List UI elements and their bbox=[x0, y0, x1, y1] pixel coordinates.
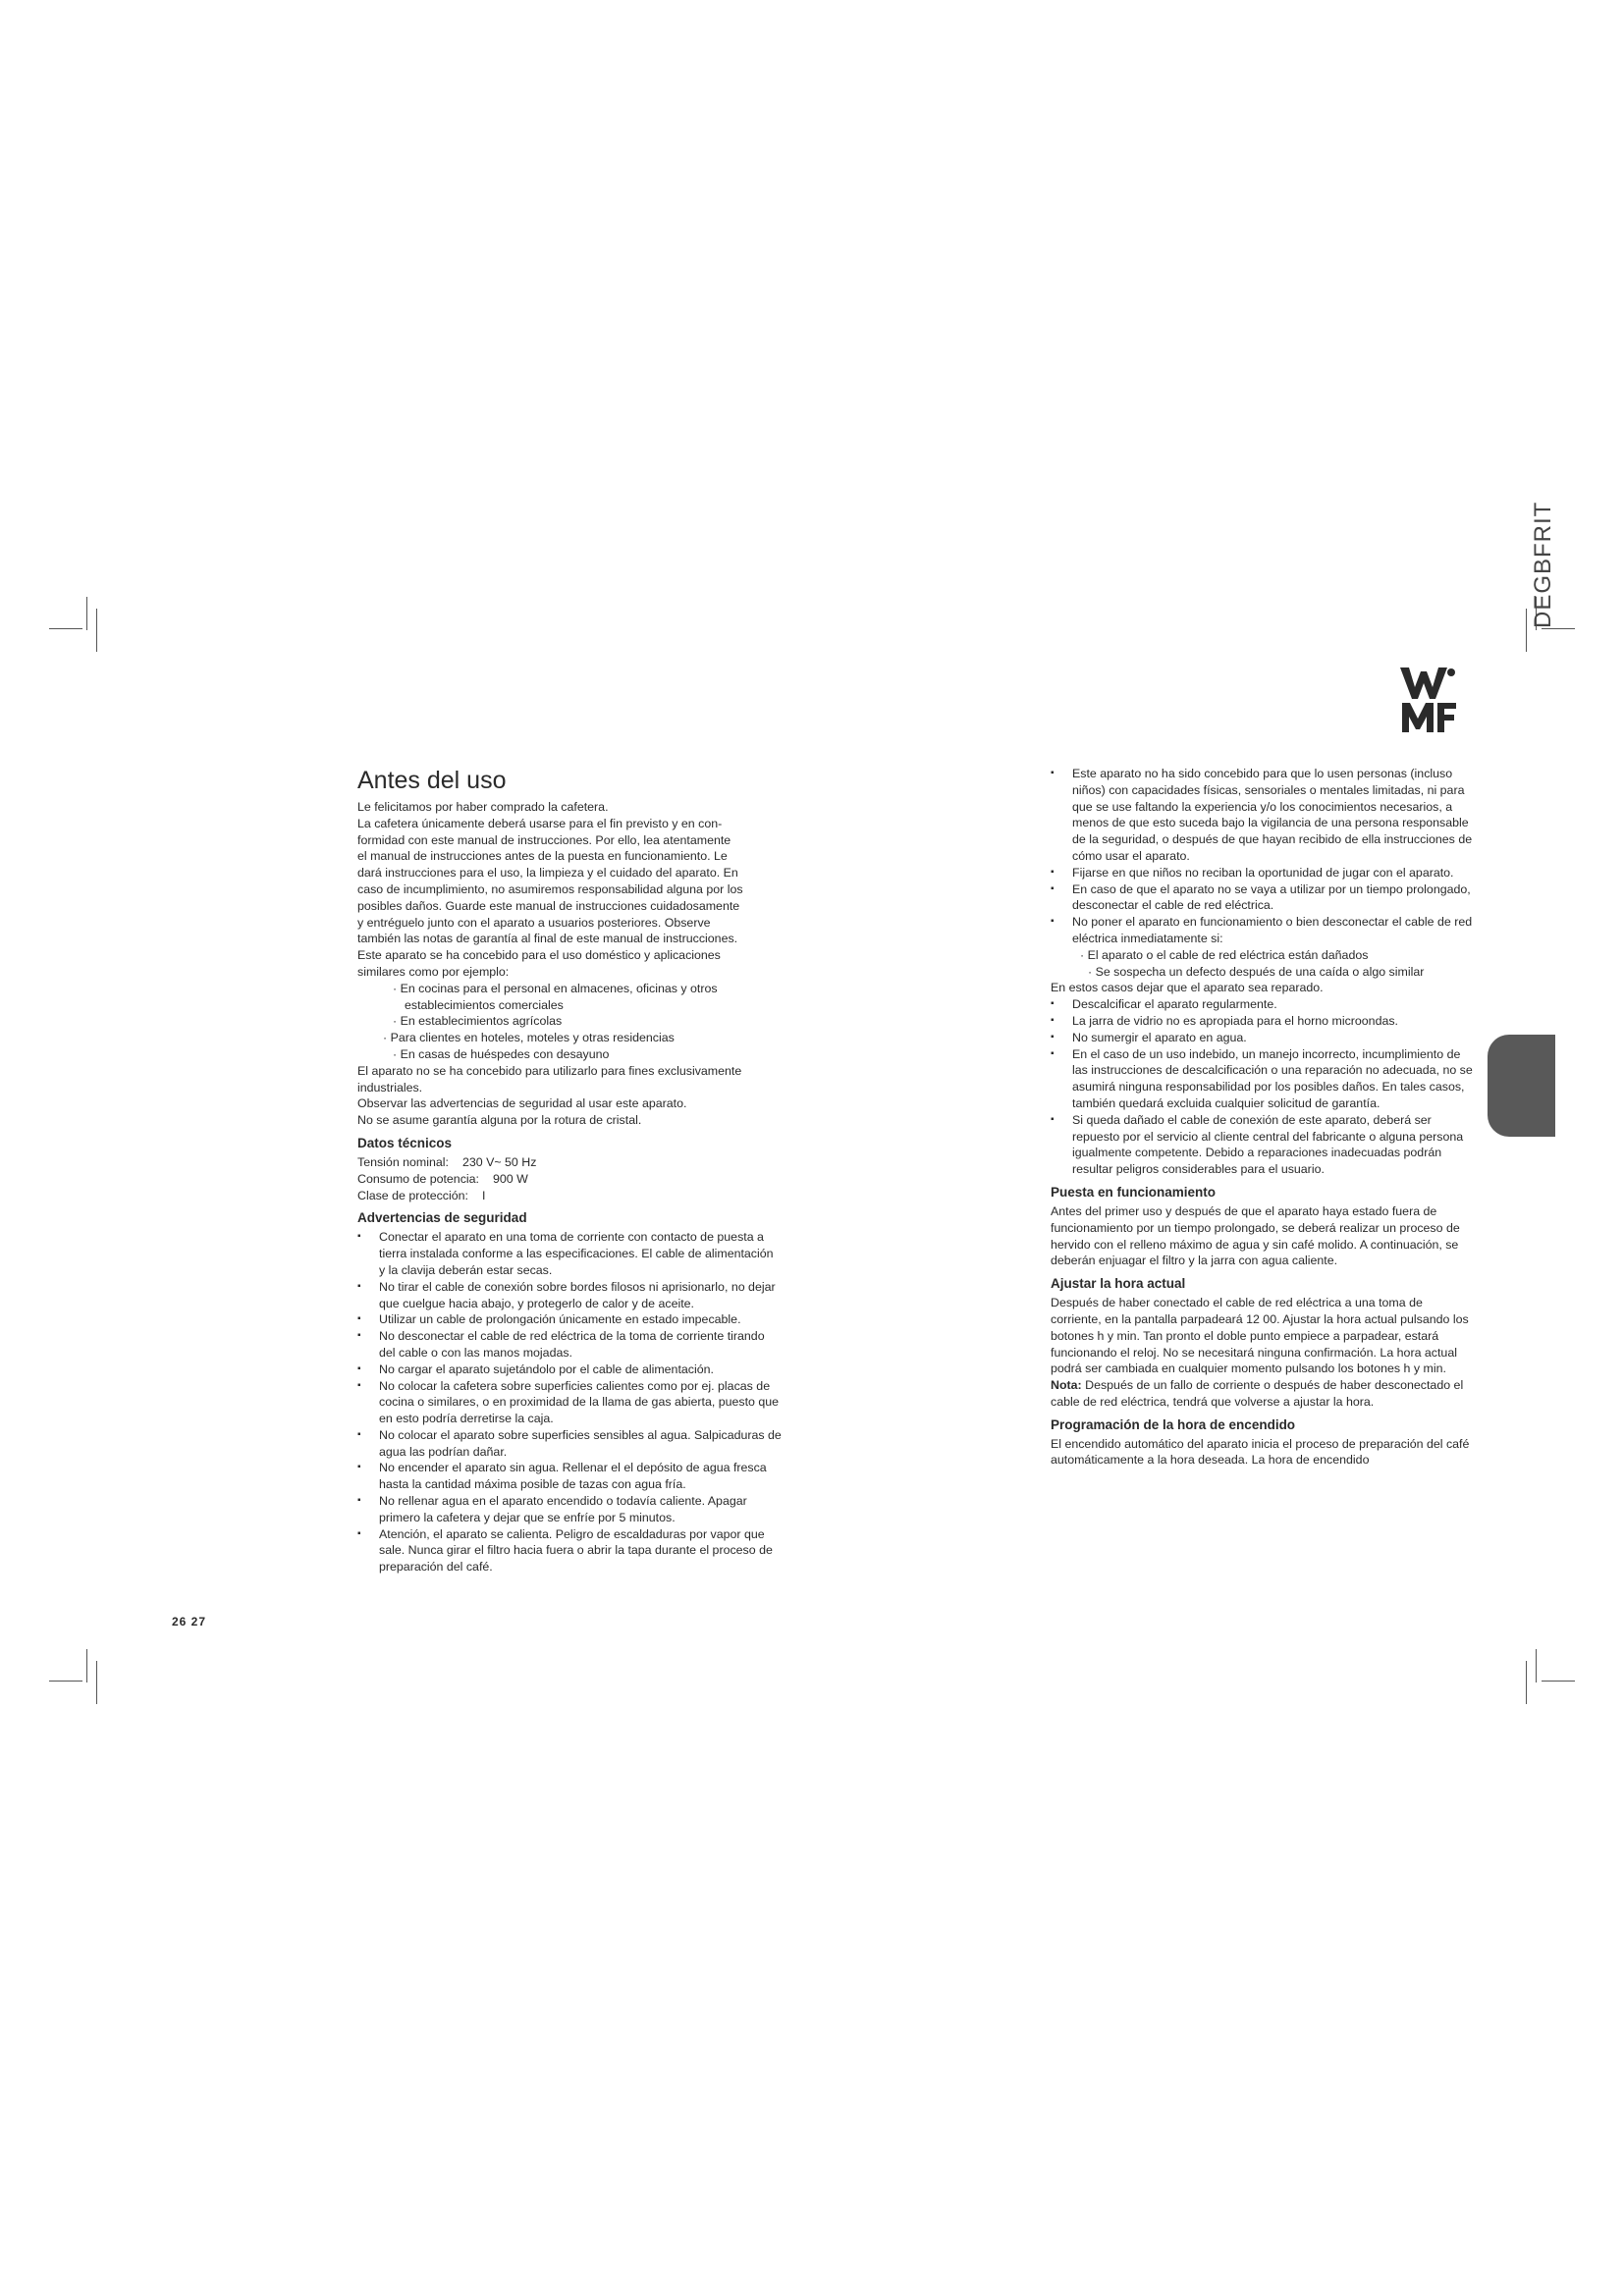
spec-value: I bbox=[481, 1188, 486, 1202]
safety-heading: Advertencias de seguridad bbox=[357, 1210, 527, 1226]
safety-item: ▪ Fijarse en que niños no reciban la oportunidad de jugar con el aparato. bbox=[1051, 865, 1473, 881]
program-heading: Programación de la hora de encendido bbox=[1051, 1416, 1296, 1432]
repair-note: En estos casos dejar que el aparato sea reparado. bbox=[1051, 981, 1324, 995]
maintenance-list bbox=[1051, 996, 1473, 1178]
intro-line: y entréguelo junto con el aparato a usuarios posteriores. Observe bbox=[357, 915, 711, 930]
section-tab-marker bbox=[1488, 1035, 1555, 1137]
startup-text: Antes del primer uso y después de que el aparato haya estado fuera de funcionamiento por un tiempo prolongado, se deberá realizar un proceso de hervido con el relleno máximo de agua y sin café molido. A continuación, se deberán enjuagar el filtro y la jarra con agua caliente. bbox=[1051, 1203, 1460, 1268]
example-item: establecimientos comerciales bbox=[405, 997, 564, 1012]
clock-heading: Ajustar la hora actual bbox=[1051, 1276, 1186, 1292]
intro-line: Este aparato se ha concebido para el uso doméstico y aplicaciones bbox=[357, 948, 721, 963]
tech-data-heading: Datos técnicos bbox=[357, 1135, 453, 1150]
note-text: Después de un fallo de corriente o después de haber desconectado el cable de red eléctrica, tendrá que volverse a ajustar la hora. bbox=[1051, 1378, 1464, 1409]
intro-line: dará instrucciones para el uso, la limpieza y el cuidado del aparato. En bbox=[357, 866, 738, 881]
crop-mark bbox=[49, 1681, 82, 1682]
intro-line: posibles daños. Guarde este manual de instrucciones cuidadosamente bbox=[357, 898, 740, 913]
crop-mark bbox=[1526, 609, 1527, 652]
safety-item: ▪ No encender el aparato sin agua. Rellenar el el depósito de agua fresca hasta la cantidad máxima posible de tazas con agua fría. bbox=[357, 1460, 782, 1493]
example-item: · Para clientes en hoteles, moteles y otras residencias bbox=[383, 1031, 675, 1045]
page-title: Antes del uso bbox=[357, 767, 507, 794]
condition-item: · Se sospecha un defecto después de una caída o algo similar bbox=[1088, 964, 1425, 979]
example-item: · En casas de huéspedes con desayuno bbox=[393, 1046, 610, 1061]
note-paragraph bbox=[1051, 1377, 1473, 1411]
crop-mark bbox=[1536, 1649, 1537, 1682]
maintenance-item: ▪ La jarra de vidrio no es apropiada para el horno microondas. bbox=[1051, 1013, 1473, 1030]
spec-row bbox=[357, 1171, 782, 1188]
maintenance-item: ▪ Descalcificar el aparato regularmente. bbox=[1051, 996, 1473, 1013]
crop-mark bbox=[49, 628, 82, 629]
page-number: 26 27 bbox=[172, 1615, 207, 1629]
safety-item: ▪ Utilizar un cable de prolongación únicamente en estado impecable. bbox=[357, 1311, 782, 1328]
safety-item: ▪ En caso de que el aparato no se vaya a utilizar por un tiempo prolongado, desconectar el cable de red eléctrica. bbox=[1051, 881, 1473, 915]
example-item: · En establecimientos agrícolas bbox=[393, 1014, 563, 1029]
spec-label: Tensión nominal: bbox=[357, 1154, 449, 1169]
safety-item: ▪ Este aparato no ha sido concebido para que lo usen personas (incluso niños) con capacidades físicas, sensoriales o mentales limitadas, ni para que se use faltando la experiencia y/o los conocimientos necesarios, a menos de que esto suceda bajo la vigilancia de una persona responsable de la seguridad, o después de que hayan recibido de ella instrucciones de cómo usar el aparato. bbox=[1051, 766, 1473, 865]
intro-text bbox=[357, 799, 782, 981]
clock-text: Después de haber conectado el cable de red eléctrica a una toma de corriente, en la pantalla parpadeará 12 00. Ajustar la hora actual pulsando los botones h y min. Tan pronto el doble punto empiece a parpadear, estará funcionando el reloj. No se necesitará ninguna confirmación. La hora actual podrá ser cambiada en cualquier momento pulsando los botones h y min. bbox=[1051, 1296, 1469, 1376]
tech-data bbox=[357, 1154, 782, 1203]
safety-item: ▪ Atención, el aparato se calienta. Peligro de escaldaduras por vapor que sale. Nunca girar el filtro hacia fuera o abrir la tapa durante el proceso de preparación del café. bbox=[357, 1526, 782, 1575]
intro-line: también las notas de garantía al final de este manual de instrucciones. bbox=[357, 932, 738, 946]
left-column bbox=[357, 766, 782, 1575]
usage-line: No se asume garantía alguna por la rotura de cristal. bbox=[357, 1113, 642, 1128]
wmf-logo bbox=[1400, 667, 1457, 732]
spec-label: Consumo de potencia: bbox=[357, 1171, 479, 1186]
safety-item: ▪ No poner el aparato en funcionamiento o bien desconectar el cable de red eléctrica inmediatamente si: bbox=[1051, 914, 1473, 947]
maintenance-item: ▪ No sumergir el aparato en agua. bbox=[1051, 1030, 1473, 1046]
usage-line: El aparato no se ha concebido para utilizarlo para fines exclusivamente bbox=[357, 1063, 742, 1078]
safety-list-continued bbox=[1051, 766, 1473, 947]
program-text: El encendido automático del aparato inicia el proceso de preparación del café automáticamente a la hora deseada. La hora de encendido bbox=[1051, 1436, 1470, 1468]
crop-mark bbox=[86, 1649, 87, 1682]
startup-heading: Puesta en funcionamiento bbox=[1051, 1184, 1217, 1200]
intro-line: similares como por ejemplo: bbox=[357, 964, 510, 979]
safety-item: ▪ No rellenar agua en el aparato encendido o todavía caliente. Apagar primero la cafetera y dejar que se enfríe por 5 minutos. bbox=[357, 1493, 782, 1526]
spec-value: 230 V~ 50 Hz bbox=[461, 1154, 537, 1169]
note-label: Nota: bbox=[1051, 1378, 1082, 1393]
intro-line: el manual de instrucciones antes de la puesta en funcionamiento. Le bbox=[357, 849, 728, 864]
spec-value: 900 W bbox=[493, 1171, 528, 1186]
safety-item: ▪ No cargar el aparato sujetándolo por el cable de alimentación. bbox=[357, 1362, 782, 1378]
crop-mark bbox=[1526, 1661, 1527, 1704]
crop-mark bbox=[1542, 1681, 1575, 1682]
right-column bbox=[1051, 766, 1473, 1468]
examples-list bbox=[357, 981, 782, 1063]
safety-item: ▪ No tirar el cable de conexión sobre bordes filosos ni aprisionarlo, no dejar que cuelgue hacia abajo, y protegerlo de calor y de aceite. bbox=[357, 1279, 782, 1312]
example-item: · En cocinas para el personal en almacenes, oficinas y otros bbox=[393, 981, 718, 995]
usage-line: industriales. bbox=[357, 1080, 423, 1095]
safety-item: ▪ No desconectar el cable de red eléctrica de la toma de corriente tirando del cable o con las manos mojadas. bbox=[357, 1328, 782, 1362]
crop-mark bbox=[96, 1661, 97, 1704]
language-codes-label: DEGBFRIT bbox=[1530, 501, 1556, 628]
intro-line: formidad con este manual de instrucciones. Por ello, lea atentamente bbox=[357, 832, 731, 847]
maintenance-item: ▪ En el caso de un uso indebido, un manejo incorrecto, incumplimiento de las instrucciones de descalcificación o una reparación no adecuada, no se asumirá ninguna responsabilidad por los posibles daños. En tales casos, también quedará excluida cualquier solicitud de garantía. bbox=[1051, 1046, 1473, 1112]
intro-line: Le felicitamos por haber comprado la cafetera. bbox=[357, 800, 609, 814]
maintenance-item: ▪ Si queda dañado el cable de conexión de este aparato, deberá ser repuesto por el servicio al cliente central del fabricante o alguna persona igualmente competente. Debido a reparaciones inadecuadas podrán resultar peligros considerables para el usuario. bbox=[1051, 1112, 1473, 1178]
crop-mark bbox=[96, 609, 97, 652]
condition-item: · El aparato o el cable de red eléctrica están dañados bbox=[1080, 947, 1369, 962]
usage-line: Observar las advertencias de seguridad al usar este aparato. bbox=[357, 1096, 687, 1111]
crop-mark bbox=[86, 597, 87, 630]
spec-row bbox=[357, 1188, 782, 1204]
crop-mark bbox=[1542, 628, 1575, 629]
safety-list bbox=[357, 1229, 782, 1575]
usage-notes bbox=[357, 1063, 782, 1129]
safety-item: ▪ No colocar el aparato sobre superficies sensibles al agua. Salpicaduras de agua las podrían dañar. bbox=[357, 1427, 782, 1461]
safety-item: ▪ Conectar el aparato en una toma de corriente con contacto de puesta a tierra instalada conforme a las especificaciones. El cable de alimentación y la clavija deberán estar secas. bbox=[357, 1229, 782, 1278]
intro-line: La cafetera únicamente deberá usarse para el fin previsto y en con- bbox=[357, 816, 723, 830]
spec-label: Clase de protección: bbox=[357, 1188, 468, 1202]
spec-row bbox=[357, 1154, 782, 1171]
intro-line: caso de incumplimiento, no asumiremos responsabilidad alguna por los bbox=[357, 881, 743, 896]
safety-item: ▪ No colocar la cafetera sobre superficies calientes como por ej. placas de cocina o similares, o en proximidad de la llama de gas abierta, puesto que en esto podría derretirse la caja. bbox=[357, 1378, 782, 1427]
